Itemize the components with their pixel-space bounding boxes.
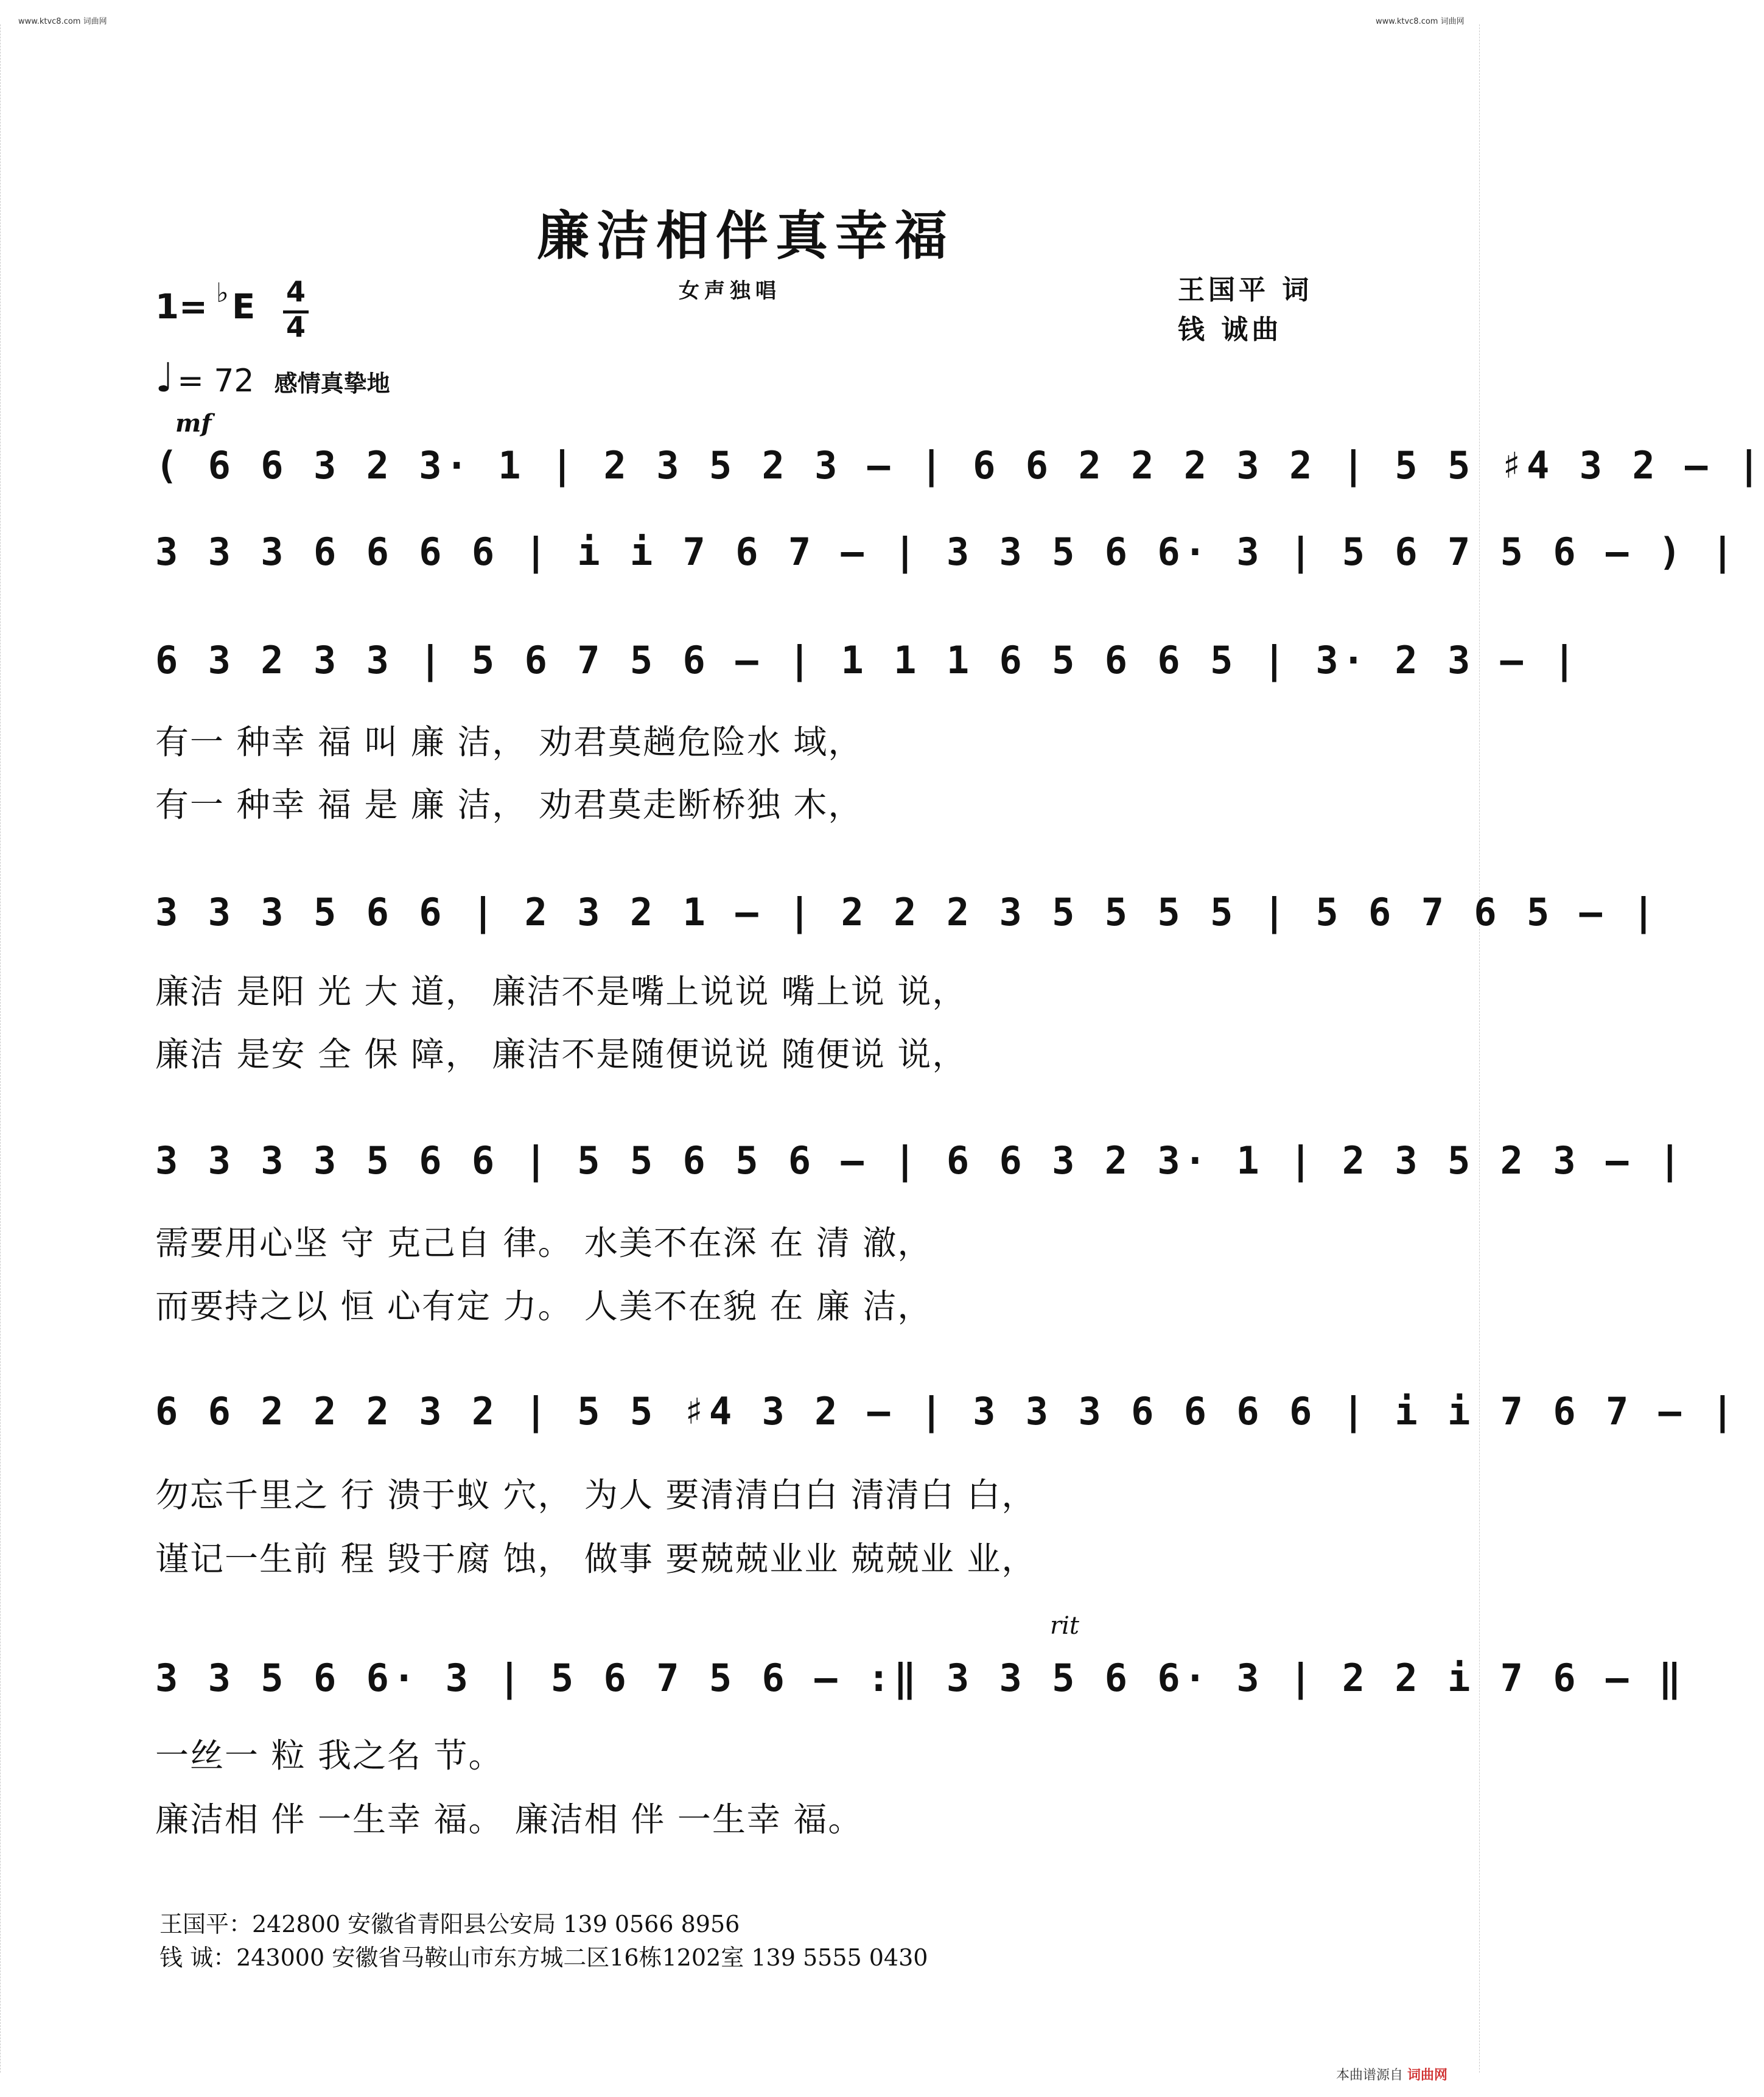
tempo-value: = 72: [177, 363, 254, 399]
right-margin-strip: [1479, 24, 1491, 2073]
header-left: www.ktvc8.com 词曲网: [18, 17, 107, 26]
notation-row-3: 6 3 2 3 3 | 5 6 7 5 6 – | 1 1 1 6 5 6 6 5 | 3· 2 3 – |: [155, 638, 1580, 682]
key-label: 1=: [155, 287, 208, 327]
watermark-brand: 词曲网: [1407, 2068, 1448, 2083]
lyricist-credit: 王国平 词: [1178, 275, 1313, 306]
lyrics-row-4-verse-2: 廉洁 是安 全 保 障， 廉洁不是随便说说 随便说 说，: [155, 1035, 967, 1074]
subtitle: 女声独唱: [679, 279, 781, 303]
expression-mark: 感情真挚地: [274, 370, 390, 397]
lyrics-row-7-verse-1: 一丝一 粒 我之名 节。: [155, 1736, 503, 1775]
lyrics-row-3-verse-2: 有一 种幸 福 是 廉 洁， 劝君莫走断桥独 木，: [155, 785, 863, 824]
tempo-marking: [155, 354, 390, 401]
notation-row-5: 3 3 3 3 5 6 6 | 5 5 6 5 6 – | 6 6 3 2 3· 1 | 2 3 5 2 3 – |: [155, 1138, 1685, 1183]
notation-row-1: ( 6 6 3 2 3· 1 | 2 3 5 2 3 – | 6 6 2 2 2 3 2 | 5 5 ♯4 3 2 – |: [155, 443, 1764, 488]
lyrics-row-5-verse-1: 需要用心坚 守 克己自 律。 水美不在深 在 清 澈，: [155, 1224, 933, 1262]
lyrics-row-3-verse-1: 有一 种幸 福 叫 廉 洁， 劝君莫趟危险水 域，: [155, 723, 863, 761]
composer-credit: 钱 诚曲: [1178, 314, 1283, 345]
watermark: [1336, 2065, 1447, 2084]
watermark-text: 本曲谱源自: [1336, 2068, 1404, 2083]
lyrics-row-7-verse-2: 廉洁相 伴 一生幸 福。 廉洁相 伴 一生幸 福。: [155, 1800, 863, 1839]
page-title: 廉洁相伴真幸福: [537, 205, 954, 267]
time-top: 4: [286, 275, 306, 308]
lyrics-row-6-verse-1: 勿忘千里之 行 溃于蚁 穴， 为人 要清清白白 清清白 白，: [155, 1476, 1037, 1514]
flat-icon: ♭: [216, 278, 229, 309]
footer-contact-lyricist: 王国平：242800 安徽省青阳县公安局 139 0566 8956: [159, 1911, 740, 1938]
notation-row-7: 3 3 5 6 6· 3 | 5 6 7 5 6 – :‖ 3 3 5 6 6· 3 | 2 2 i 7 6 – ‖: [155, 1656, 1685, 1700]
lyrics-row-5-verse-2: 而要持之以 恒 心有定 力。 人美不在貌 在 廉 洁，: [155, 1287, 933, 1326]
header-right: www.ktvc8.com 词曲网: [1376, 17, 1465, 26]
dynamic-mark: mf: [175, 409, 212, 438]
rit-mark: rit: [1050, 1612, 1079, 1640]
quarter-note-icon: ♩: [155, 354, 175, 401]
left-margin-strip: [0, 24, 12, 2073]
lyrics-row-4-verse-1: 廉洁 是阳 光 大 道， 廉洁不是嘴上说说 嘴上说 说，: [155, 972, 967, 1011]
key-note: E: [232, 287, 256, 327]
notation-row-4: 3 3 3 5 6 6 | 2 3 2 1 – | 2 2 2 3 5 5 5 5 | 5 6 7 6 5 – |: [155, 890, 1659, 934]
notation-row-2: 3 3 3 6 6 6 6 | i i 7 6 7 – | 3 3 5 6 6· 3 | 5 6 7 5 6 – ) |: [155, 530, 1738, 574]
time-bottom: 4: [286, 310, 306, 343]
footer-contact-composer: 钱 诚：243000 安徽省马鞍山市东方城二区16栋1202室 139 5555 0430: [159, 1944, 928, 1971]
lyrics-row-6-verse-2: 谨记一生前 程 毁于腐 蚀， 做事 要兢兢业业 兢兢业 业，: [155, 1539, 1037, 1578]
notation-row-6: 6 6 2 2 2 3 2 | 5 5 ♯4 3 2 – | 3 3 3 6 6 6 6 | i i 7 6 7 – |: [155, 1389, 1738, 1434]
